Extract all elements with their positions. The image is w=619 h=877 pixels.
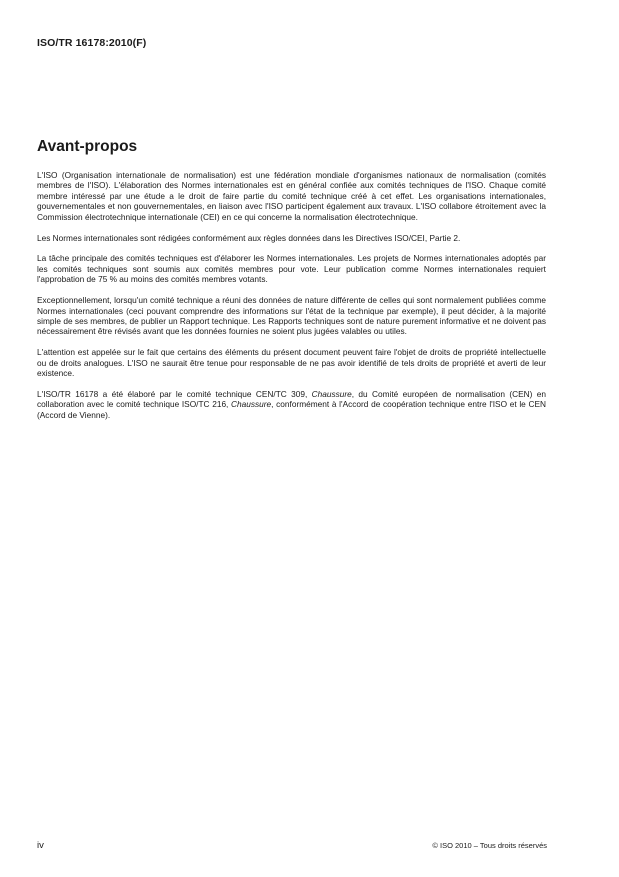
paragraph-patent-rights: L'attention est appelée sur le fait que certains des éléments du présent document peuvent faire l'objet de droits de propriété intellectuelle ou de droits analogues. L'ISO ne saurait être tenue pour responsable de ne pas avoir identifié de tels droits de propriété et averti de leur existence. — [37, 347, 546, 379]
paragraph-technical-reports: Exceptionnellement, lorsqu'un comité technique a réuni des données de nature différente de celles qui sont normalement publiées comme Normes internationales (ceci pouvant comprendre des informations sur l'état de la technique par exemple), il peut décider, à la majorité simple de ses membres, de publier un Rapport technique. Les Rapports techniques sont de nature purement informative et ne doivent pas nécessairement être révisés avant que les données fournies ne soient plus jugées valables ou utiles. — [37, 295, 546, 337]
paragraph-iso-organisation: L'ISO (Organisation internationale de normalisation) est une fédération mondiale d'organismes nationaux de normalisation (comités membres de l'ISO). L'élaboration des Normes internationales est en général confiée aux comités techniques de l'ISO. Chaque comité membre intéressé par une étude a le droit de faire partie du comité technique créé à cet effet. Les organisations internationales, gouvernementales et non gouvernementales, en liaison avec l'ISO participent également aux travaux. L'ISO collabore étroitement avec la Commission électrotechnique internationale (CEI) en ce qui concerne la normalisation électrotechnique. — [37, 170, 546, 222]
paragraph-prepared-by — [37, 389, 546, 420]
document-id: ISO/TR 16178:2010(F) — [37, 37, 147, 49]
prepared-by-text-2: , du Comité européen de normalisation (CEN) en collaboration avec le comité technique ISO/TC 216, — [37, 389, 546, 410]
copyright-notice: © ISO 2010 – Tous droits réservés — [432, 841, 547, 850]
page-number: iv — [37, 840, 44, 851]
paragraph-main-task: La tâche principale des comités techniques est d'élaborer les Normes internationales. Les projets de Normes internationales adoptés par les comités techniques sont soumis aux comités membres pour vote. Leur publication comme Normes internationales requiert l'approbation de 75 % au moins des comités membres votants. — [37, 253, 546, 285]
iso-committee-name-italic: Chaussure — [231, 399, 272, 410]
committee-name-italic: Chaussure — [311, 389, 352, 399]
paragraph-directives: Les Normes internationales sont rédigées conformément aux règles données dans les Directives ISO/CEI, Partie 2. — [37, 232, 461, 243]
page-title: Avant-propos — [37, 138, 138, 155]
foreword-body — [37, 170, 546, 431]
prepared-by-text-3: , conformément à l'Accord de coopération technique entre l'ISO et le CEN (Accord de Vienne). — [37, 399, 546, 420]
prepared-by-text-1: L'ISO/TR 16178 a été élaboré par le comité technique CEN/TC 309, — [37, 389, 312, 399]
